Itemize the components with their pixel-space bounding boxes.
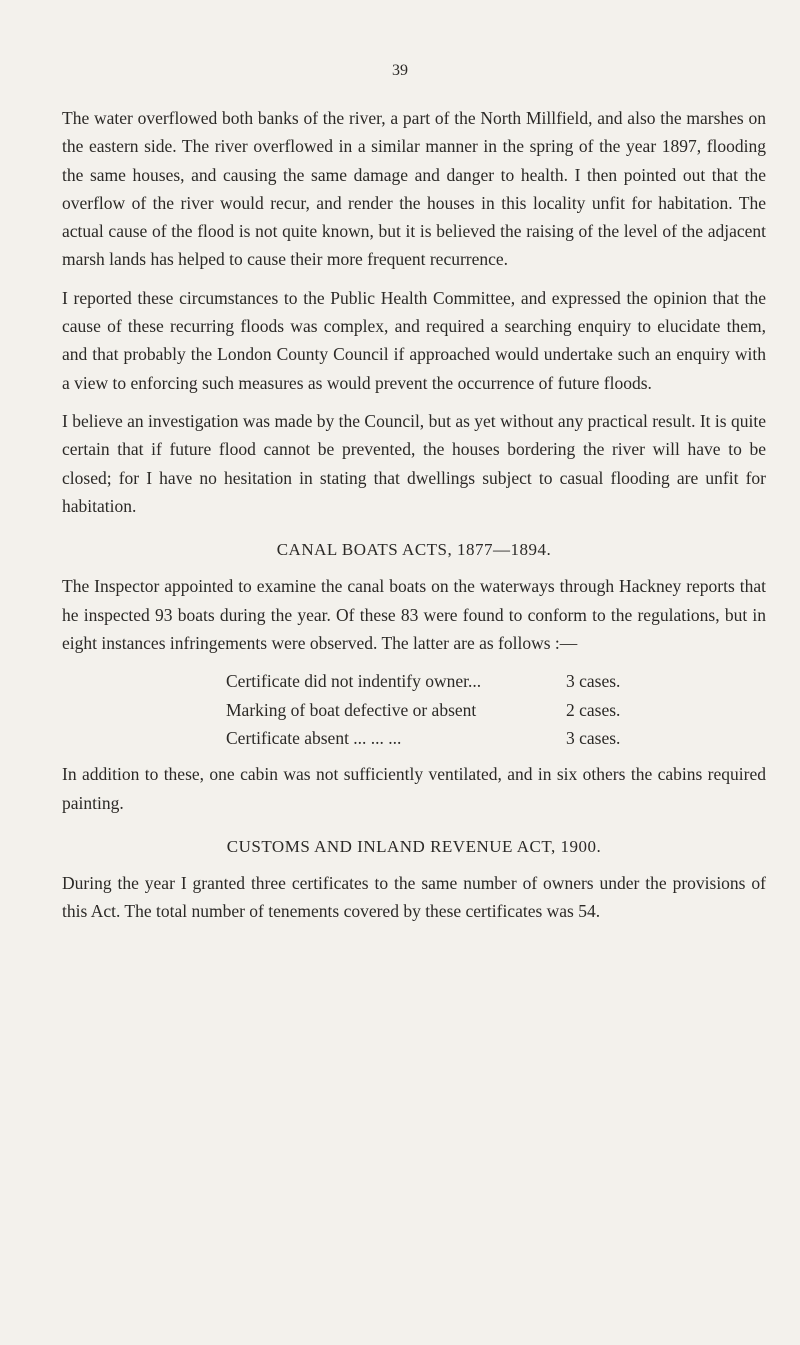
page-content xyxy=(62,104,766,936)
canal-boats-closing: In addition to these, one cabin was not sufficiently ventilated, and in six others the cabins required painting. xyxy=(62,764,766,813)
list-item xyxy=(62,667,766,695)
infringement-count: 3 cases. xyxy=(566,727,621,748)
canal-boats-intro: The Inspector appointed to examine the canal boats on the waterways through Hackney reports that he inspected 93 boats during the year. Of these 83 were found to conform to the regulations, but in eight instances infringements were observed. The latter are as follows :— xyxy=(62,576,766,654)
list-item xyxy=(62,696,766,724)
customs-heading: CUSTOMS AND INLAND REVENUE ACT, 1900. xyxy=(226,836,602,856)
infringements-list xyxy=(62,667,766,752)
page-number: 39 xyxy=(392,62,408,79)
customs-body: During the year I granted three certificates to the same number of owners under the provisions of this Act. The total number of tenements covered by these certificates was 54. xyxy=(62,873,766,922)
canal-boats-heading: CANAL BOATS ACTS, 1877—1894. xyxy=(276,540,552,560)
infringement-count: 3 cases. xyxy=(566,671,621,692)
infringement-count: 2 cases. xyxy=(566,699,621,720)
infringement-label: Certificate did not indentify owner... xyxy=(226,671,482,692)
paragraph-investigation: I believe an investigation was made by the Council, but as yet without any practical result. It is quite certain that if future flood cannot be prevented, the houses bordering the river will have to be closed; for I have no hesitation in stating that dwellings subject to casual flooding are unfit for habitation. xyxy=(62,410,766,516)
infringement-label: Certificate absent ... ... ... xyxy=(226,727,402,748)
infringement-label: Marking of boat defective or absent xyxy=(226,699,477,720)
list-item xyxy=(62,724,766,752)
paragraph-flooding: The water overflowed both banks of the river, a part of the North Millfield, and also the marshes on the eastern side. The river overflowed in a similar manner in the spring of the year 1897, flooding the same houses, and causing the same damage and danger to health. I then pointed out that the overflow of the river would recur, and render the houses in this locality unfit for habitation. The actual cause of the flood is not quite known, but it is believed the raising of the level of the adjacent marsh lands has helped to cause their more frequent recurrence. xyxy=(62,108,766,270)
paragraph-report-committee: I reported these circumstances to the Public Health Committee, and expressed the opinion that the cause of these recurring floods was complex, and required a searching enquiry to elucidate them, and that probably the London County Council if approached would undertake such an enquiry with a view to enforcing such measures as would prevent the occurrence of future floods. xyxy=(62,287,766,393)
